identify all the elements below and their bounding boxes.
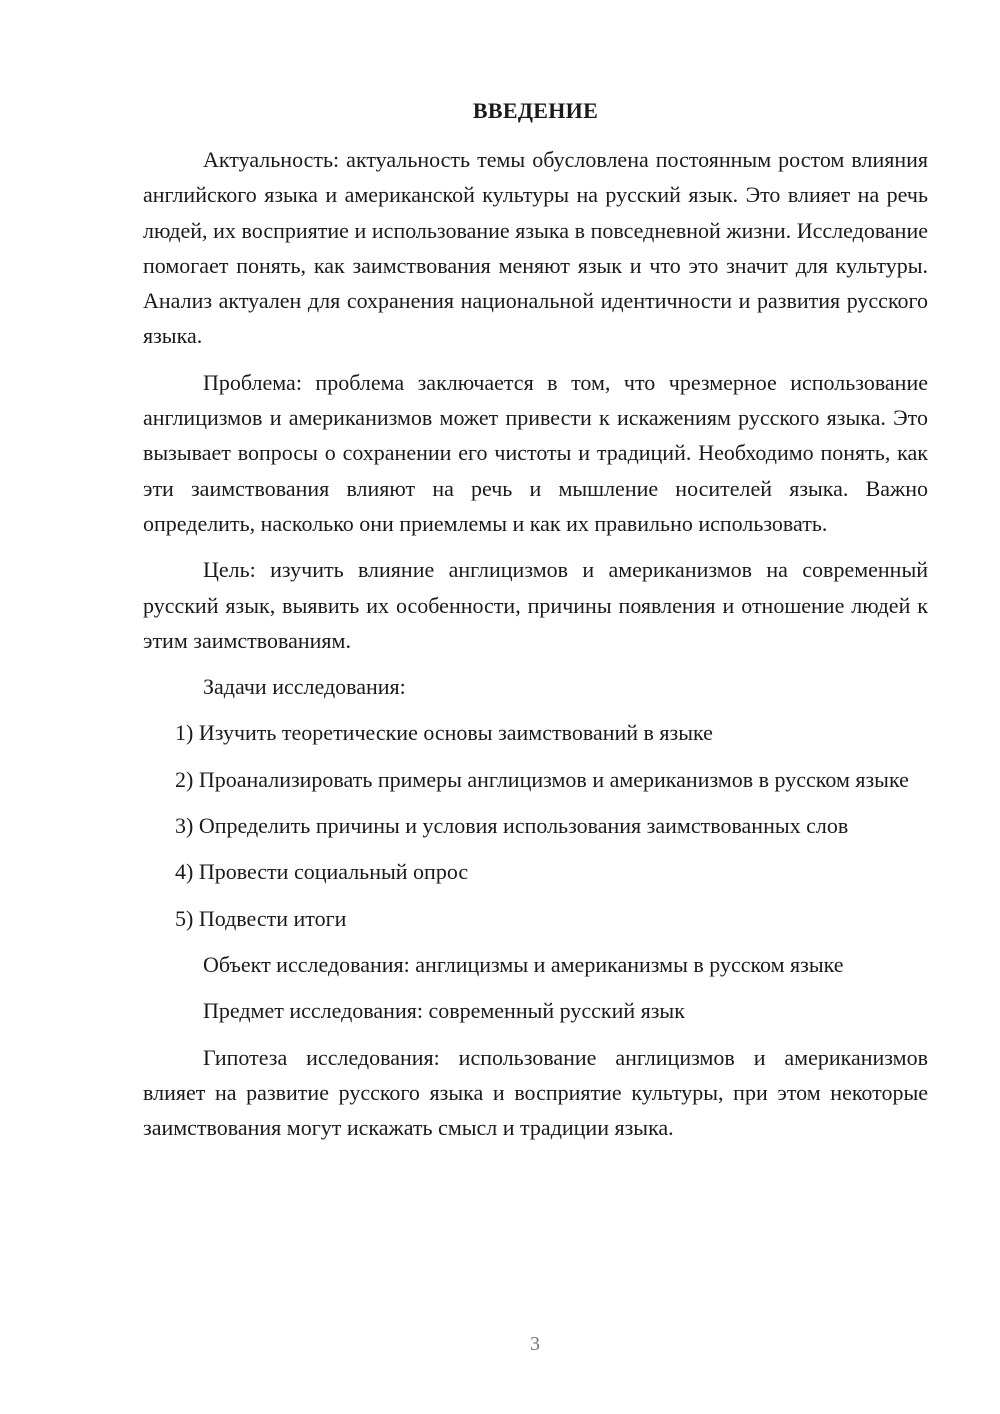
- hypothesis-paragraph: Гипотеза исследования: использование англицизмов и американизмов влияет на развитие русского языка и восприятие культуры, при этом некоторые заимствования могут искажать смысл и традиции языка.: [143, 1044, 928, 1141]
- task-item-5: 5) Подвести итоги: [175, 905, 347, 931]
- task-item-4: 4) Провести социальный опрос: [175, 859, 469, 885]
- task-item-3: 3) Определить причины и условия использования заимствованных слов: [175, 813, 849, 839]
- document-page: [143, 96, 928, 1156]
- tasks-heading: Задачи исследования:: [203, 674, 406, 700]
- relevance-paragraph: Актуальность: актуальность темы обусловлена постоянным ростом влияния английского языка и американской культуры на русский язык. Это влияет на речь людей, их восприятие и использование языка в повседневной жизни. Исследование помогает понять, как заимствования меняют язык и что это значит для культуры. Анализ актуален для сохранения национальной идентичности и развития русского языка.: [143, 147, 928, 349]
- task-item-2: 2) Проанализировать примеры англицизмов и американизмов в русском языке: [175, 766, 909, 792]
- task-item-1: 1) Изучить теоретические основы заимствований в языке: [175, 720, 713, 746]
- problem-paragraph: Проблема: проблема заключается в том, что чрезмерное использование англицизмов и американизмов может привести к искажениям русского языка. Это вызывает вопросы о сохранении его чистоты и традиций. Необходимо понять, как эти заимствования влияют на речь и мышление носителей языка. Важно определить, насколько они приемлемы и как их правильно использовать.: [143, 369, 928, 536]
- goal-paragraph: Цель: изучить влияние англицизмов и американизмов на современный русский язык, выявить их особенности, причины появления и отношение людей к этим заимствованиям.: [143, 557, 928, 653]
- page-number: 3: [530, 1333, 540, 1355]
- subject-paragraph: Предмет исследования: современный русский язык: [203, 998, 685, 1024]
- page-title: ВВЕДЕНИЕ: [472, 98, 599, 123]
- object-paragraph: Объект исследования: англицизмы и американизмы в русском языке: [203, 951, 844, 977]
